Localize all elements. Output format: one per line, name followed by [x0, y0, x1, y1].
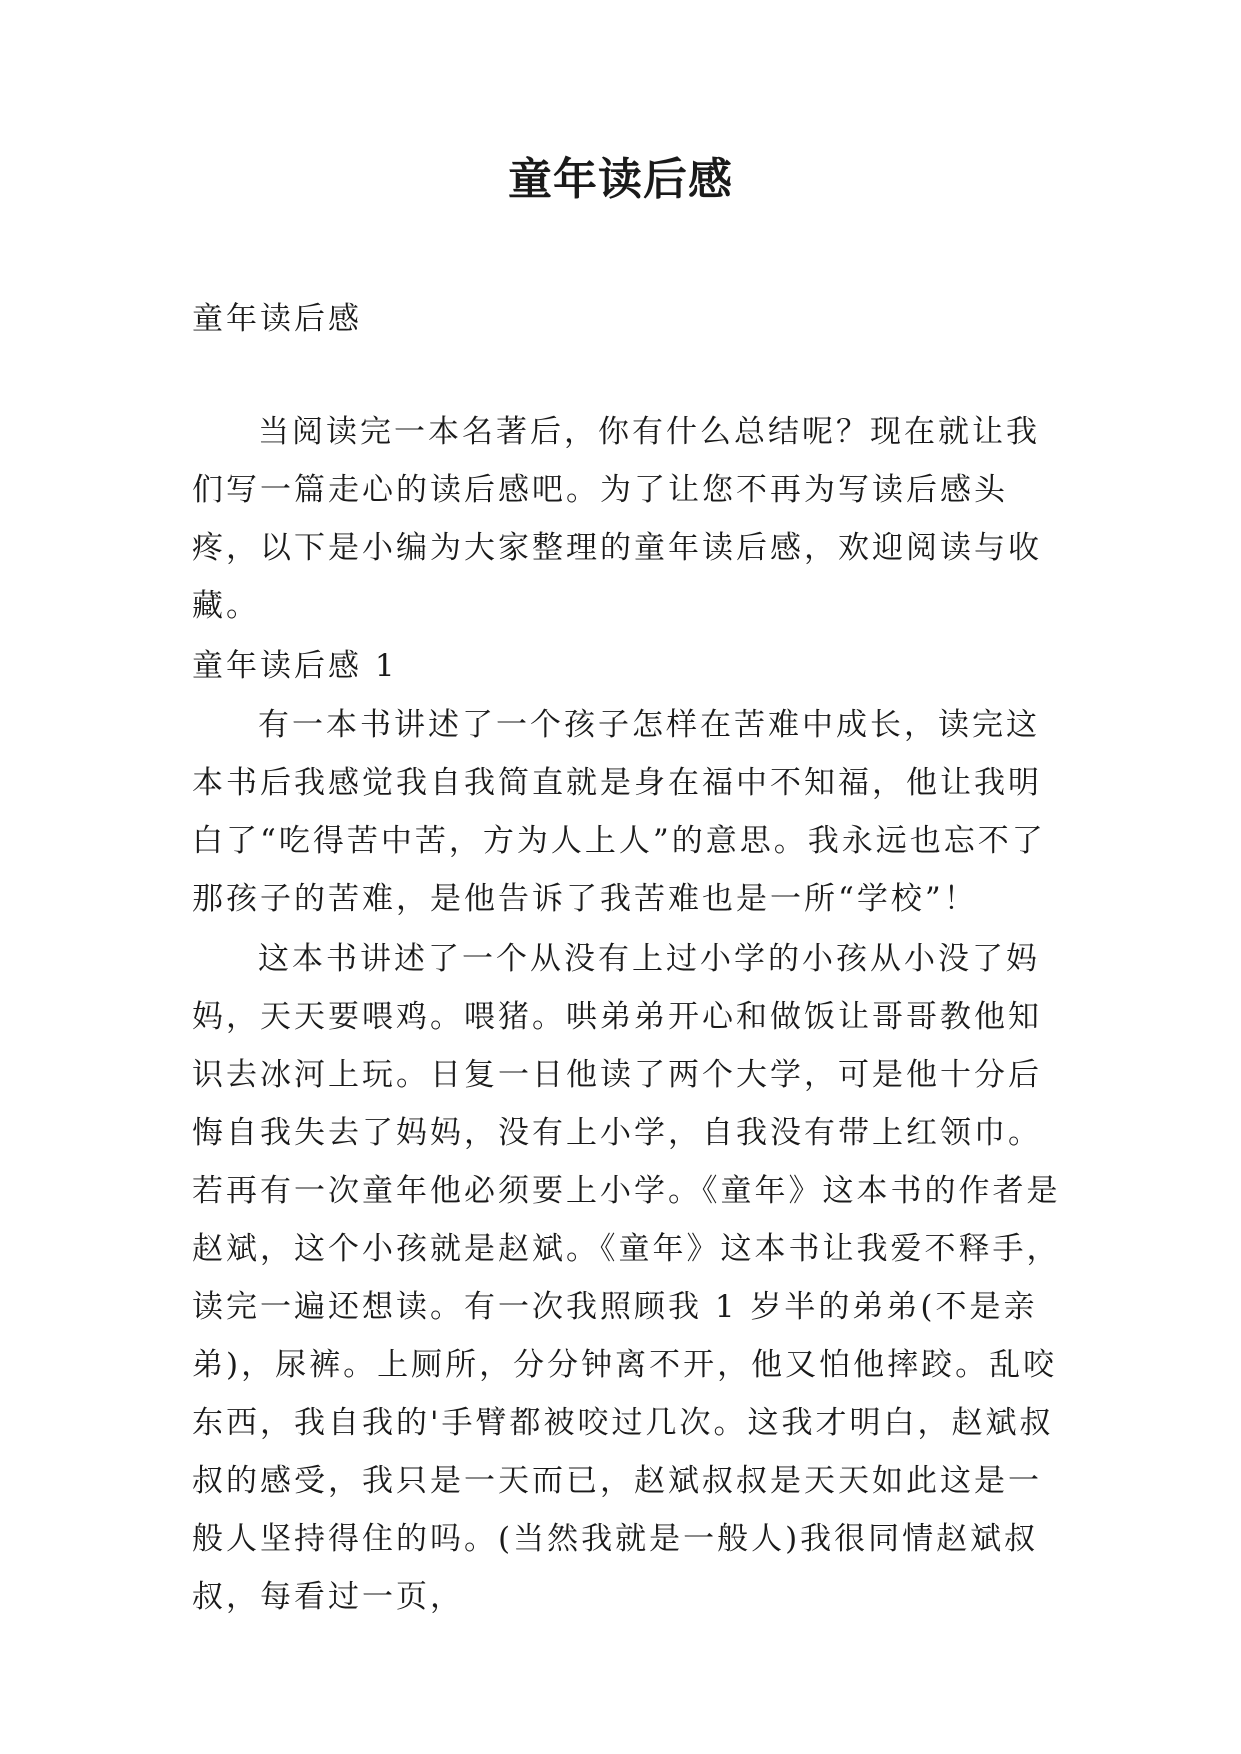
intro-paragraph: 当阅读完一本名著后，你有什么总结呢？现在就让我们写一篇走心的读后感吧。为了让您不再为写读后感头疼，以下是小编为大家整理的童年读后感，欢迎阅读与收藏。 [192, 414, 1042, 624]
document-subtitle: 童年读后感 [192, 301, 362, 337]
body-paragraph-2: 这本书讲述了一个从没有上过小学的小孩从小没了妈妈，天天要喂鸡。喂猪。哄弟弟开心和做饭让哥哥教他知识去冰河上玩。日复一日他读了两个大学，可是他十分后悔自我失去了妈妈，没有上小学，自我没有带上红领巾。若再有一次童年他必须要上小学。《童年》这本书的作者是赵斌，这个小孩就是赵斌。《童年》这本书让我爱不释手，读完一遍还想读。有一次我照顾我 1 岁半的弟弟(不是亲弟)，尿裤。上厕所，分分钟离不开，他又怕他摔跤。乱咬东西，我自我的'手臂都被咬过几次。这我才明白，赵斌叔叔的感受，我只是一天而已，赵斌叔叔是天天如此这是一般人坚持得住的吗。(当然我就是一般人)我很同情赵斌叔叔，每看过一页， [192, 941, 1061, 1615]
section-heading: 童年读后感 1 [192, 648, 398, 684]
document-title: 童年读后感 [508, 154, 733, 205]
body-paragraph-1: 有一本书讲述了一个孩子怎样在苦难中成长，读完这本书后我感觉我自我简直就是身在福中不知福，他让我明白了“吃得苦中苦，方为人上人”的意思。我永远也忘不了那孩子的苦难，是他告诉了我苦难也是一所“学校”！ [192, 707, 1046, 917]
